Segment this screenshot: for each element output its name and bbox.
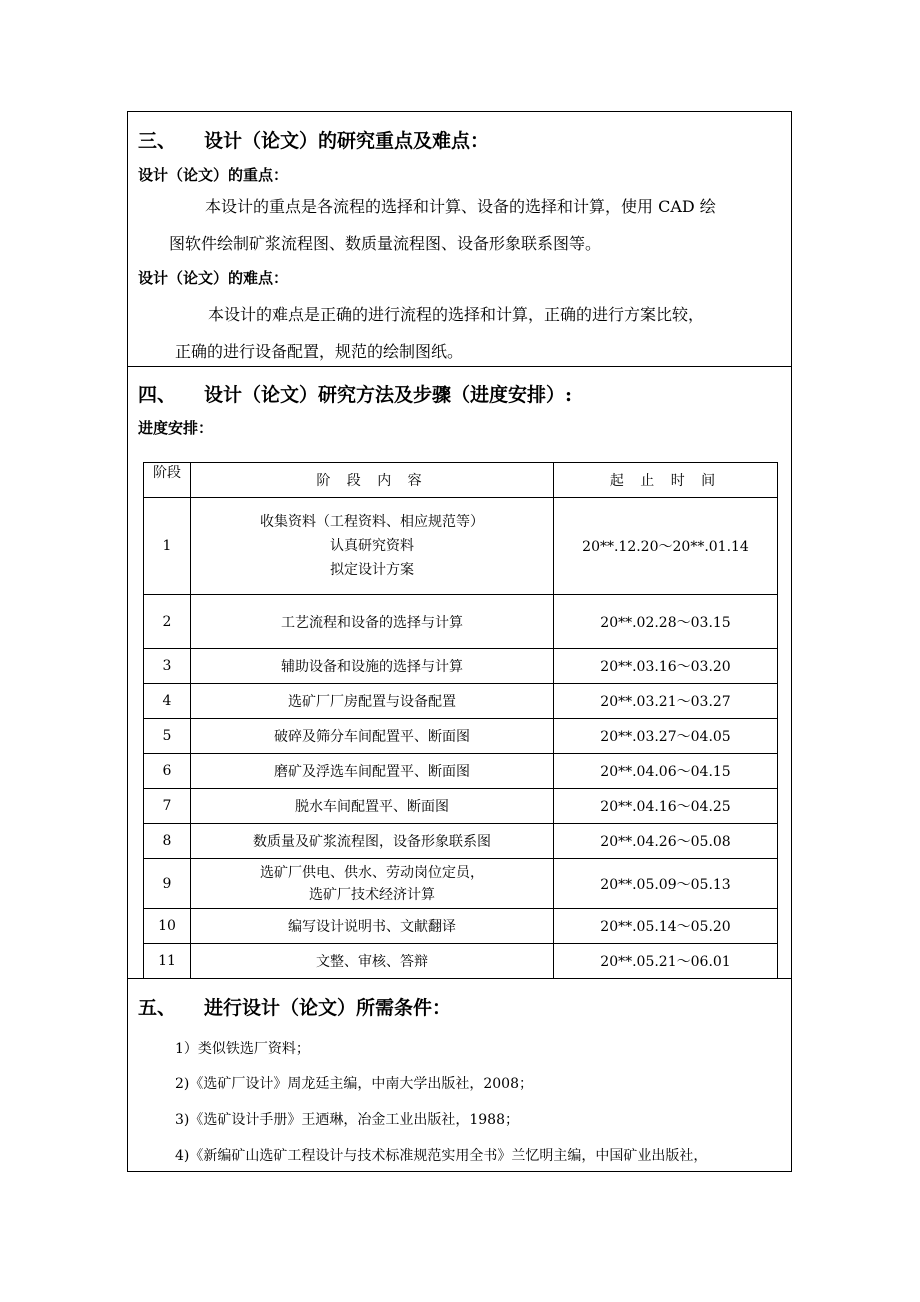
row-period: 20**.05.14～05.20 [554,909,778,944]
section4-heading [138,380,572,407]
row-period: 20**.03.21～03.27 [554,684,778,719]
row-stage: 6 [144,754,191,789]
row-content: 工艺流程和设备的选择与计算 [191,595,554,649]
row-content: 选矿厂厂房配置与设备配置 [191,684,554,719]
section4-title: 设计（论文）研究方法及步骤（进度安排）: [204,384,573,406]
section-divider [128,366,791,367]
difficulty-heading: 设计（论文）的难点： [138,269,289,287]
section5-heading [138,993,451,1020]
header-content: 阶 段 内 容 [191,463,554,498]
row-content: 辅助设备和设施的选择与计算 [191,649,554,684]
row-stage: 3 [144,649,191,684]
form-frame [127,111,792,1172]
table-row [144,649,778,684]
row-content [191,859,554,909]
row-stage: 8 [144,824,191,859]
row-content: 数质量及矿浆流程图，设备形象联系图 [191,824,554,859]
header-period: 起 止 时 间 [554,463,778,498]
row-content-line: 选矿厂供电、供水、劳动岗位定员， [260,864,484,881]
table-row [144,754,778,789]
row-period: 20**.12.20～20**.01.14 [554,498,778,595]
row-stage: 5 [144,719,191,754]
row-period: 20**.04.26～05.08 [554,824,778,859]
row-period: 20**.04.06～04.15 [554,754,778,789]
condition-item: 4)《新编矿山选矿工程设计与技术标准规范实用全书》兰忆明主编，中国矿业出版社， [175,1148,708,1164]
section5-title: 进行设计（论文）所需条件： [204,997,452,1019]
row-stage: 9 [144,859,191,909]
row-content: 编写设计说明书、文献翻译 [191,909,554,944]
condition-item: 2)《选矿厂设计》周龙廷主编，中南大学出版社，2008； [175,1076,533,1092]
section3-title: 设计（论文）的研究重点及难点： [204,130,490,152]
header-stage: 阶段 [144,463,191,498]
row-stage: 1 [144,498,191,595]
row-stage: 7 [144,789,191,824]
table-row [144,859,778,909]
row-stage: 11 [144,944,191,979]
row-content: 文整、审核、答辩 [191,944,554,979]
row-stage: 4 [144,684,191,719]
table-row [144,789,778,824]
row-content-line: 收集资料（工程资料、相应规范等） [260,514,484,530]
section3-number: 三、 [138,130,177,152]
condition-item: 1）类似铁选厂资料； [175,1041,310,1057]
row-stage: 10 [144,909,191,944]
section5-number: 五、 [138,997,177,1019]
row-period: 20**.03.16～03.20 [554,649,778,684]
row-period: 20**.04.16～04.25 [554,789,778,824]
section4-number: 四、 [138,384,177,406]
table-row [144,595,778,649]
table-row [144,684,778,719]
table-row [144,909,778,944]
row-content: 脱水车间配置平、断面图 [191,789,554,824]
table-row [144,719,778,754]
row-period: 20**.03.27～04.05 [554,719,778,754]
schedule-table [143,462,778,979]
key-points-heading: 设计（论文）的重点： [138,166,289,184]
table-row [144,498,778,595]
table-row [144,944,778,979]
section-divider [128,978,791,979]
row-stage: 2 [144,595,191,649]
condition-item: 3)《选矿设计手册》王迺琳，冶金工业出版社，1988； [175,1112,519,1128]
difficulty-line-2: 正确的进行设备配置，规范的绘制图纸。 [175,342,464,361]
row-content [191,498,554,595]
row-period: 20**.05.21～06.01 [554,944,778,979]
table-header-row [144,463,778,498]
row-content: 磨矿及浮选车间配置平、断面图 [191,754,554,789]
row-content-line: 拟定设计方案 [330,562,414,578]
key-points-line-1: 本设计的重点是各流程的选择和计算、设备的选择和计算，使用 CAD 绘 [205,197,716,216]
row-content-line: 认真研究资料 [330,538,414,554]
row-period: 20**.02.28～03.15 [554,595,778,649]
schedule-heading: 进度安排： [138,419,214,437]
row-content: 破碎及筛分车间配置平、断面图 [191,719,554,754]
difficulty-line-1: 本设计的难点是正确的进行流程的选择和计算，正确的进行方案比较， [208,305,705,324]
row-period: 20**.05.09～05.13 [554,859,778,909]
key-points-line-2: 图软件绘制矿浆流程图、数质量流程图、设备形象联系图等。 [169,234,602,253]
table-row [144,824,778,859]
row-content-line: 选矿厂技术经济计算 [309,886,435,903]
section3-heading [138,126,489,153]
